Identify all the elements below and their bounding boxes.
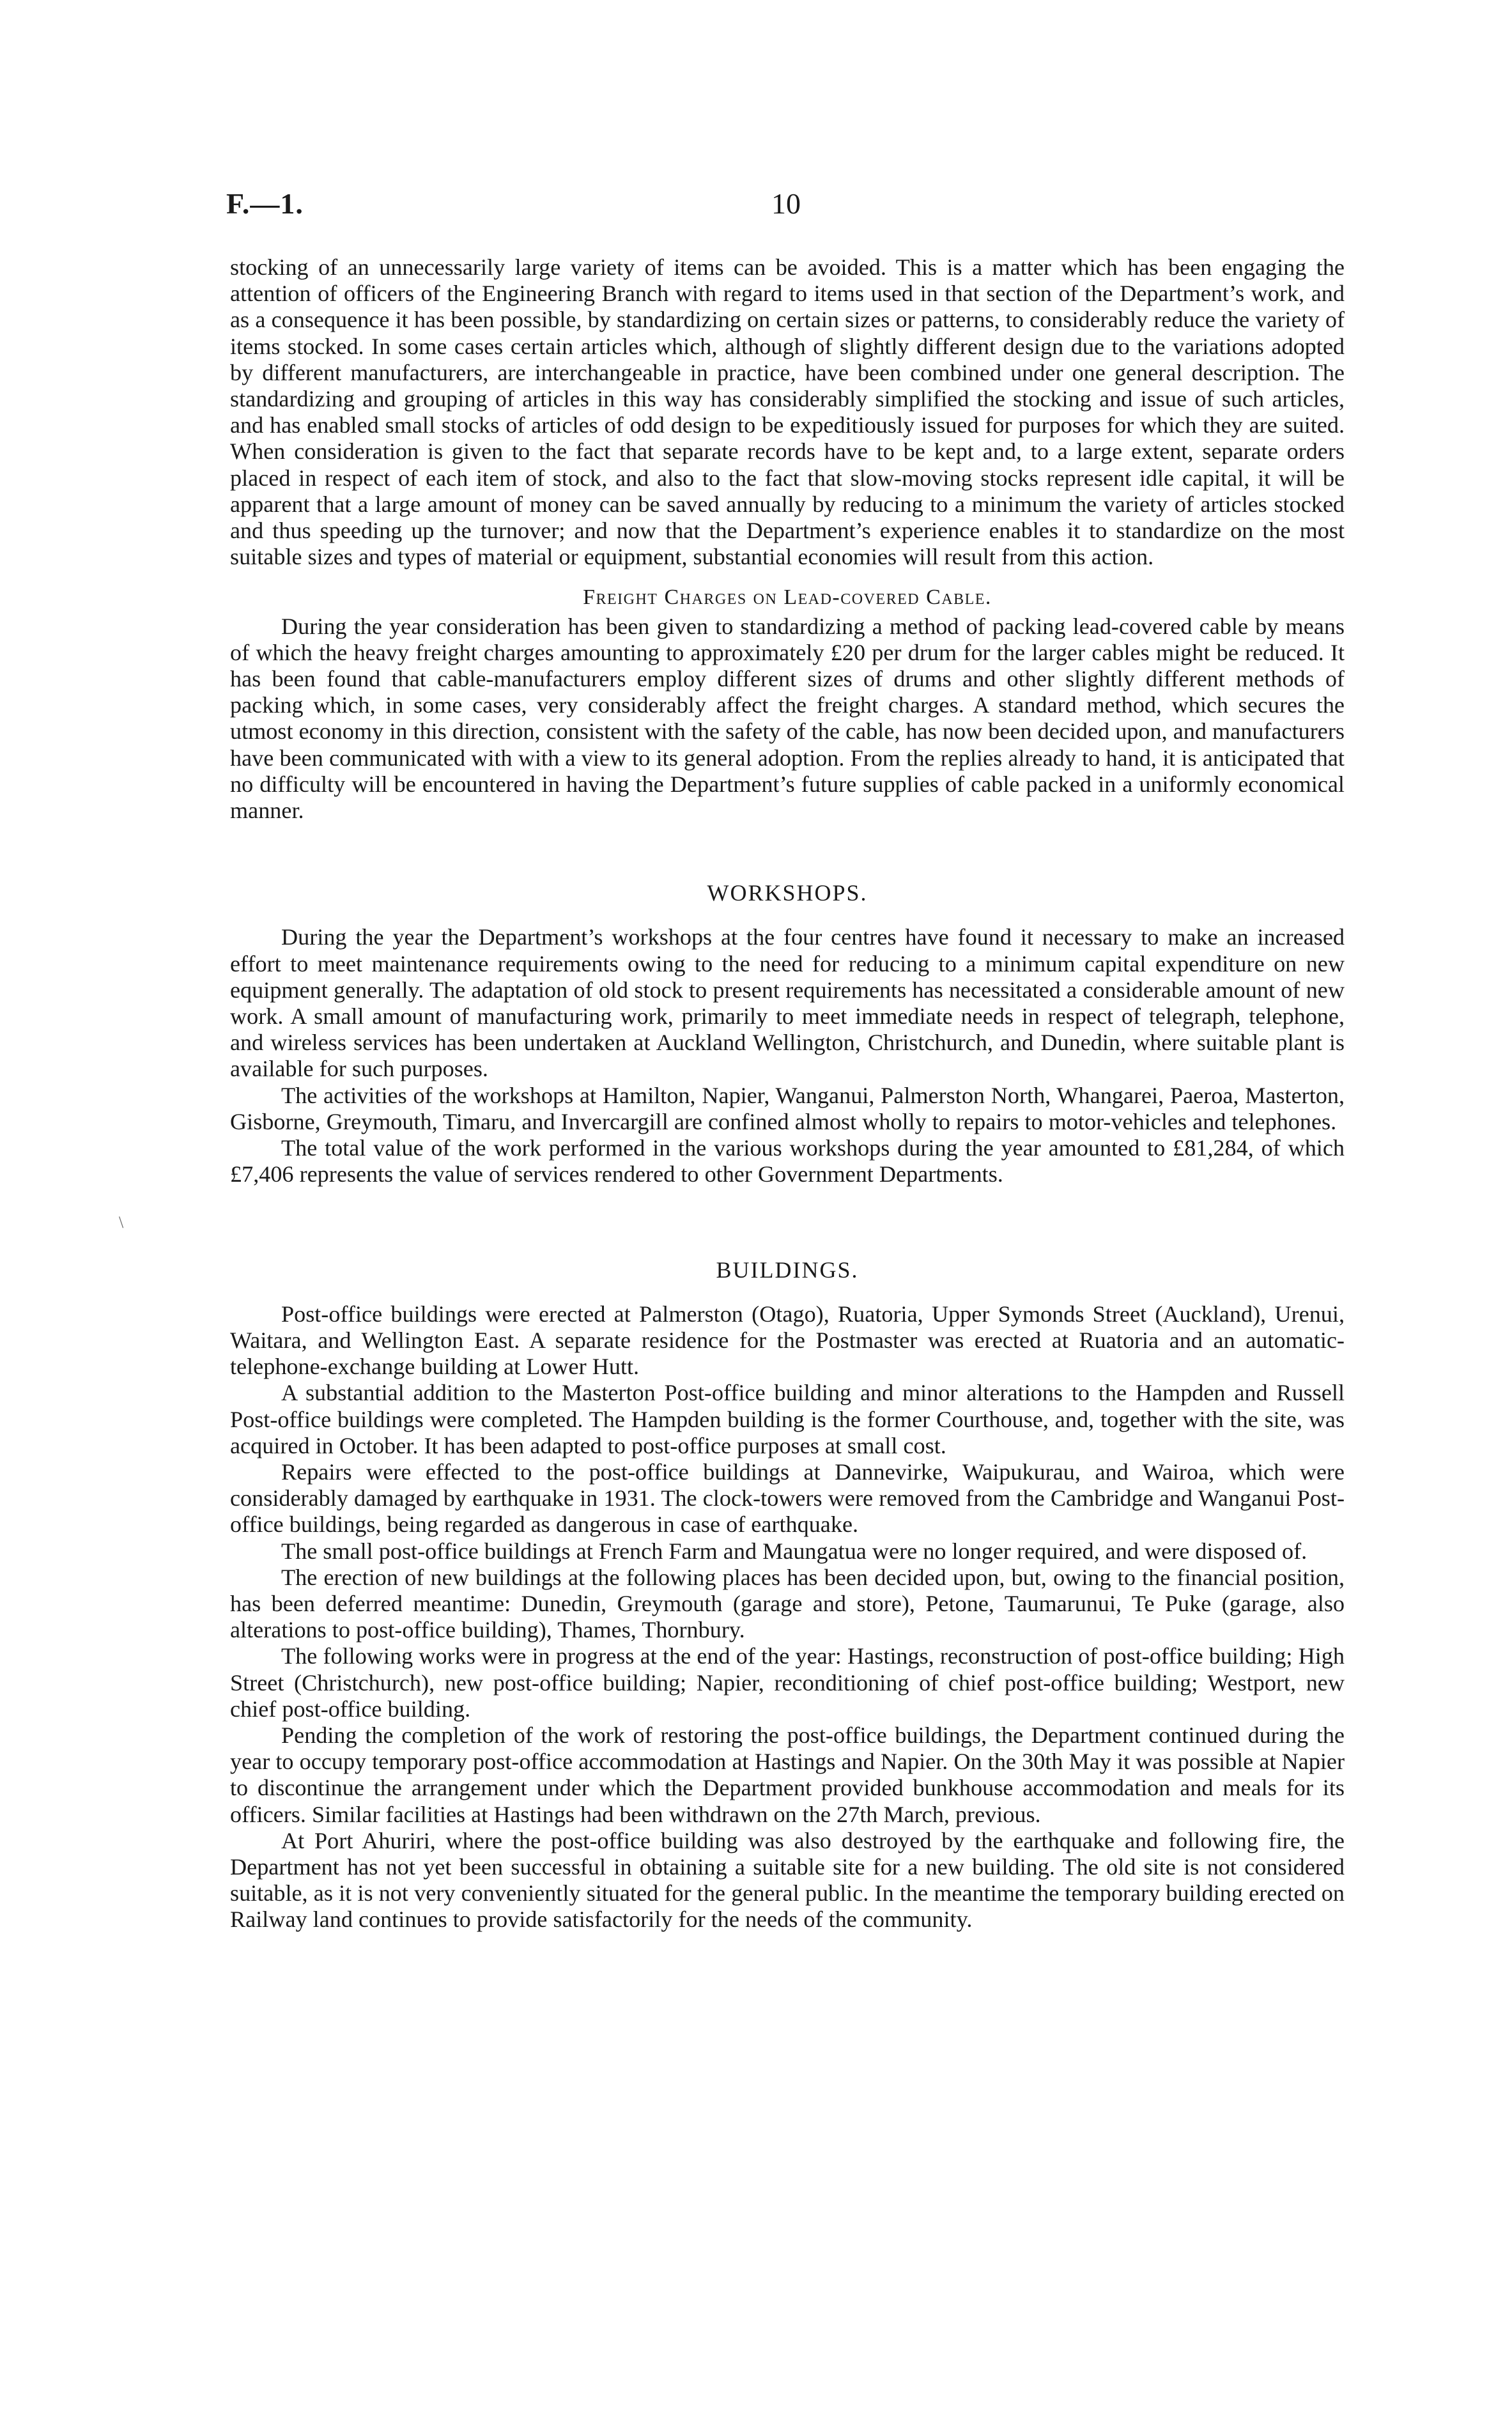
section-heading: WORKSHOPS. <box>707 880 868 906</box>
section-subheading: Freight Charges on Lead-covered Cable. <box>583 585 992 610</box>
paragraph: A substantial addition to the Masterton Post-office building and minor alterations to the Hampden and Russell Post-office buildings were completed. The Hampden building is the former Courthouse, and, together with the site, was acquired in October. It has been adapted to post-office purposes at small cost. <box>230 1380 1345 1458</box>
body-text <box>230 254 1345 1933</box>
paragraph: The small post-office buildings at French Farm and Maungatua were no longer required, and were disposed of. <box>281 1538 1308 1564</box>
paragraph: The activities of the workshops at Hamilton, Napier, Wanganui, Palmerston North, Whangarei, Paeroa, Masterton, Gisborne, Greymouth, Timaru, and Invercargill are confined almost wholly to repairs to motor-vehicles and telephones. <box>230 1082 1345 1134</box>
page-header <box>226 187 1346 231</box>
stray-mark: \ <box>119 1213 124 1232</box>
section-opening <box>230 254 1345 570</box>
paragraph: During the year the Department’s workshops at the four centres have found it necessary to make an increased effort to meet maintenance requirements owing to the need for reducing to a minimum capital expenditure on new equipment generally. The adaptation of old stock to present requirements has necessitated a considerable amount of new work. A small amount of manufacturing work, primarily to meet immediate needs in respect of telegraph, telephone, and wireless services has been undertaken at Auckland Wellington, Christchurch, and Dunedin, where suitable plant is available for such purposes. <box>230 924 1345 1082</box>
paragraph: stocking of an unnecessarily large variety of items can be avoided. This is a matter which has been engaging the attention of officers of the Engineering Branch with regard to items used in that section of the Department’s work, and as a consequence it has been possible, by standardizing on certain sizes or patterns, to considerably reduce the variety of items stocked. In some cases certain articles which, although of slightly different design due to the variations adopted by different manufacturers, are interchangeable in practice, have been combined under one general description. The standardizing and grouping of articles in this way has considerably simplified the stocking and issue of such articles, and has enabled small stocks of articles of odd design to be expeditiously issued for purposes for which they are suited. When consideration is given to the fact that separate records have to be kept and, to a large extent, separate orders placed in respect of each item of stock, and also to the fact that slow-moving stocks represent idle capital, it will be apparent that a large amount of money can be saved annually by reducing to a minimum the variety of articles stocked and thus speeding up the turnover; and now that the Department’s experience enables it to standardize on the most suitable sizes and types of material or equipment, substantial economies will result from this action. <box>230 254 1345 570</box>
page-number: 10 <box>771 187 801 220</box>
paragraph: The erection of new buildings at the following places has been decided upon, but, owing to the financial position, has been deferred meantime: Dunedin, Greymouth (garage and store), Petone, Taumarunui, Te Puke (garage, also alterations to post-office building), Thames, Thornbury. <box>230 1564 1345 1643</box>
paragraph: During the year consideration has been given to standardizing a method of packing lead-covered cable by means of which the heavy freight charges amounting to approximately £20 per drum for the larger cables might be reduced. It has been found that cable-manufacturers employ different sizes of drums and other slightly different methods of packing which, in some cases, very considerably affect the freight charges. A standard method, which secures the utmost economy in this direction, consistent with the safety of the cable, has now been decided upon, and manufacturers have been communicated with with a view to its general adoption. From the replies already to hand, it is anticipated that no difficulty will be encountered in having the Department’s future supplies of cable packed in a uniformly economical manner. <box>230 613 1345 824</box>
paragraph: The following works were in progress at the end of the year: Hastings, reconstruction of post-office building; High Street (Christchurch), new post-office building; Napier, reconditioning of chief post-office building; Westport, new chief post-office building. <box>230 1643 1345 1722</box>
section-workshops <box>230 880 1345 1187</box>
paragraph: Post-office buildings were erected at Palmerston (Otago), Ruatoria, Upper Symonds Street (Auckland), Urenui, Waitara, and Wellington East. A separate residence for the Postmaster was erected at Ruatoria and an automatic-telephone-exchange building at Lower Hutt. <box>230 1301 1345 1380</box>
document-reference: F.—1. <box>226 187 304 220</box>
paragraph: Repairs were effected to the post-office buildings at Dannevirke, Waipukurau, and Wairoa, which were considerably damaged by earthquake in 1931. The clock-towers were removed from the Cambridge and Wanganui Post-office buildings, being regarded as dangerous in case of earthquake. <box>230 1458 1345 1538</box>
section-buildings <box>230 1257 1345 1933</box>
section-heading: BUILDINGS. <box>716 1257 859 1283</box>
section-freight-charges <box>230 584 1345 824</box>
paragraph: Pending the completion of the work of restoring the post-office buildings, the Department continued during the year to occupy temporary post-office accommodation at Hastings and Napier. On the 30th May it was possible at Napier to discontinue the arrangement under which the Department provided bunkhouse accommodation and meals for its officers. Similar facilities at Hastings had been withdrawn on the 27th March, previous. <box>230 1722 1345 1827</box>
paragraph: At Port Ahuriri, where the post-office building was also destroyed by the earthquake and following fire, the Department has not yet been successful in obtaining a suitable site for a new building. The old site is not considered suitable, as it is not very conveniently situated for the general public. In the meantime the temporary building erected on Railway land continues to provide satisfactorily for the needs of the community. <box>230 1827 1345 1933</box>
paragraph: The total value of the work performed in the various workshops during the year amounted to £81,284, of which £7,406 represents the value of services rendered to other Government Departments. <box>230 1135 1345 1187</box>
